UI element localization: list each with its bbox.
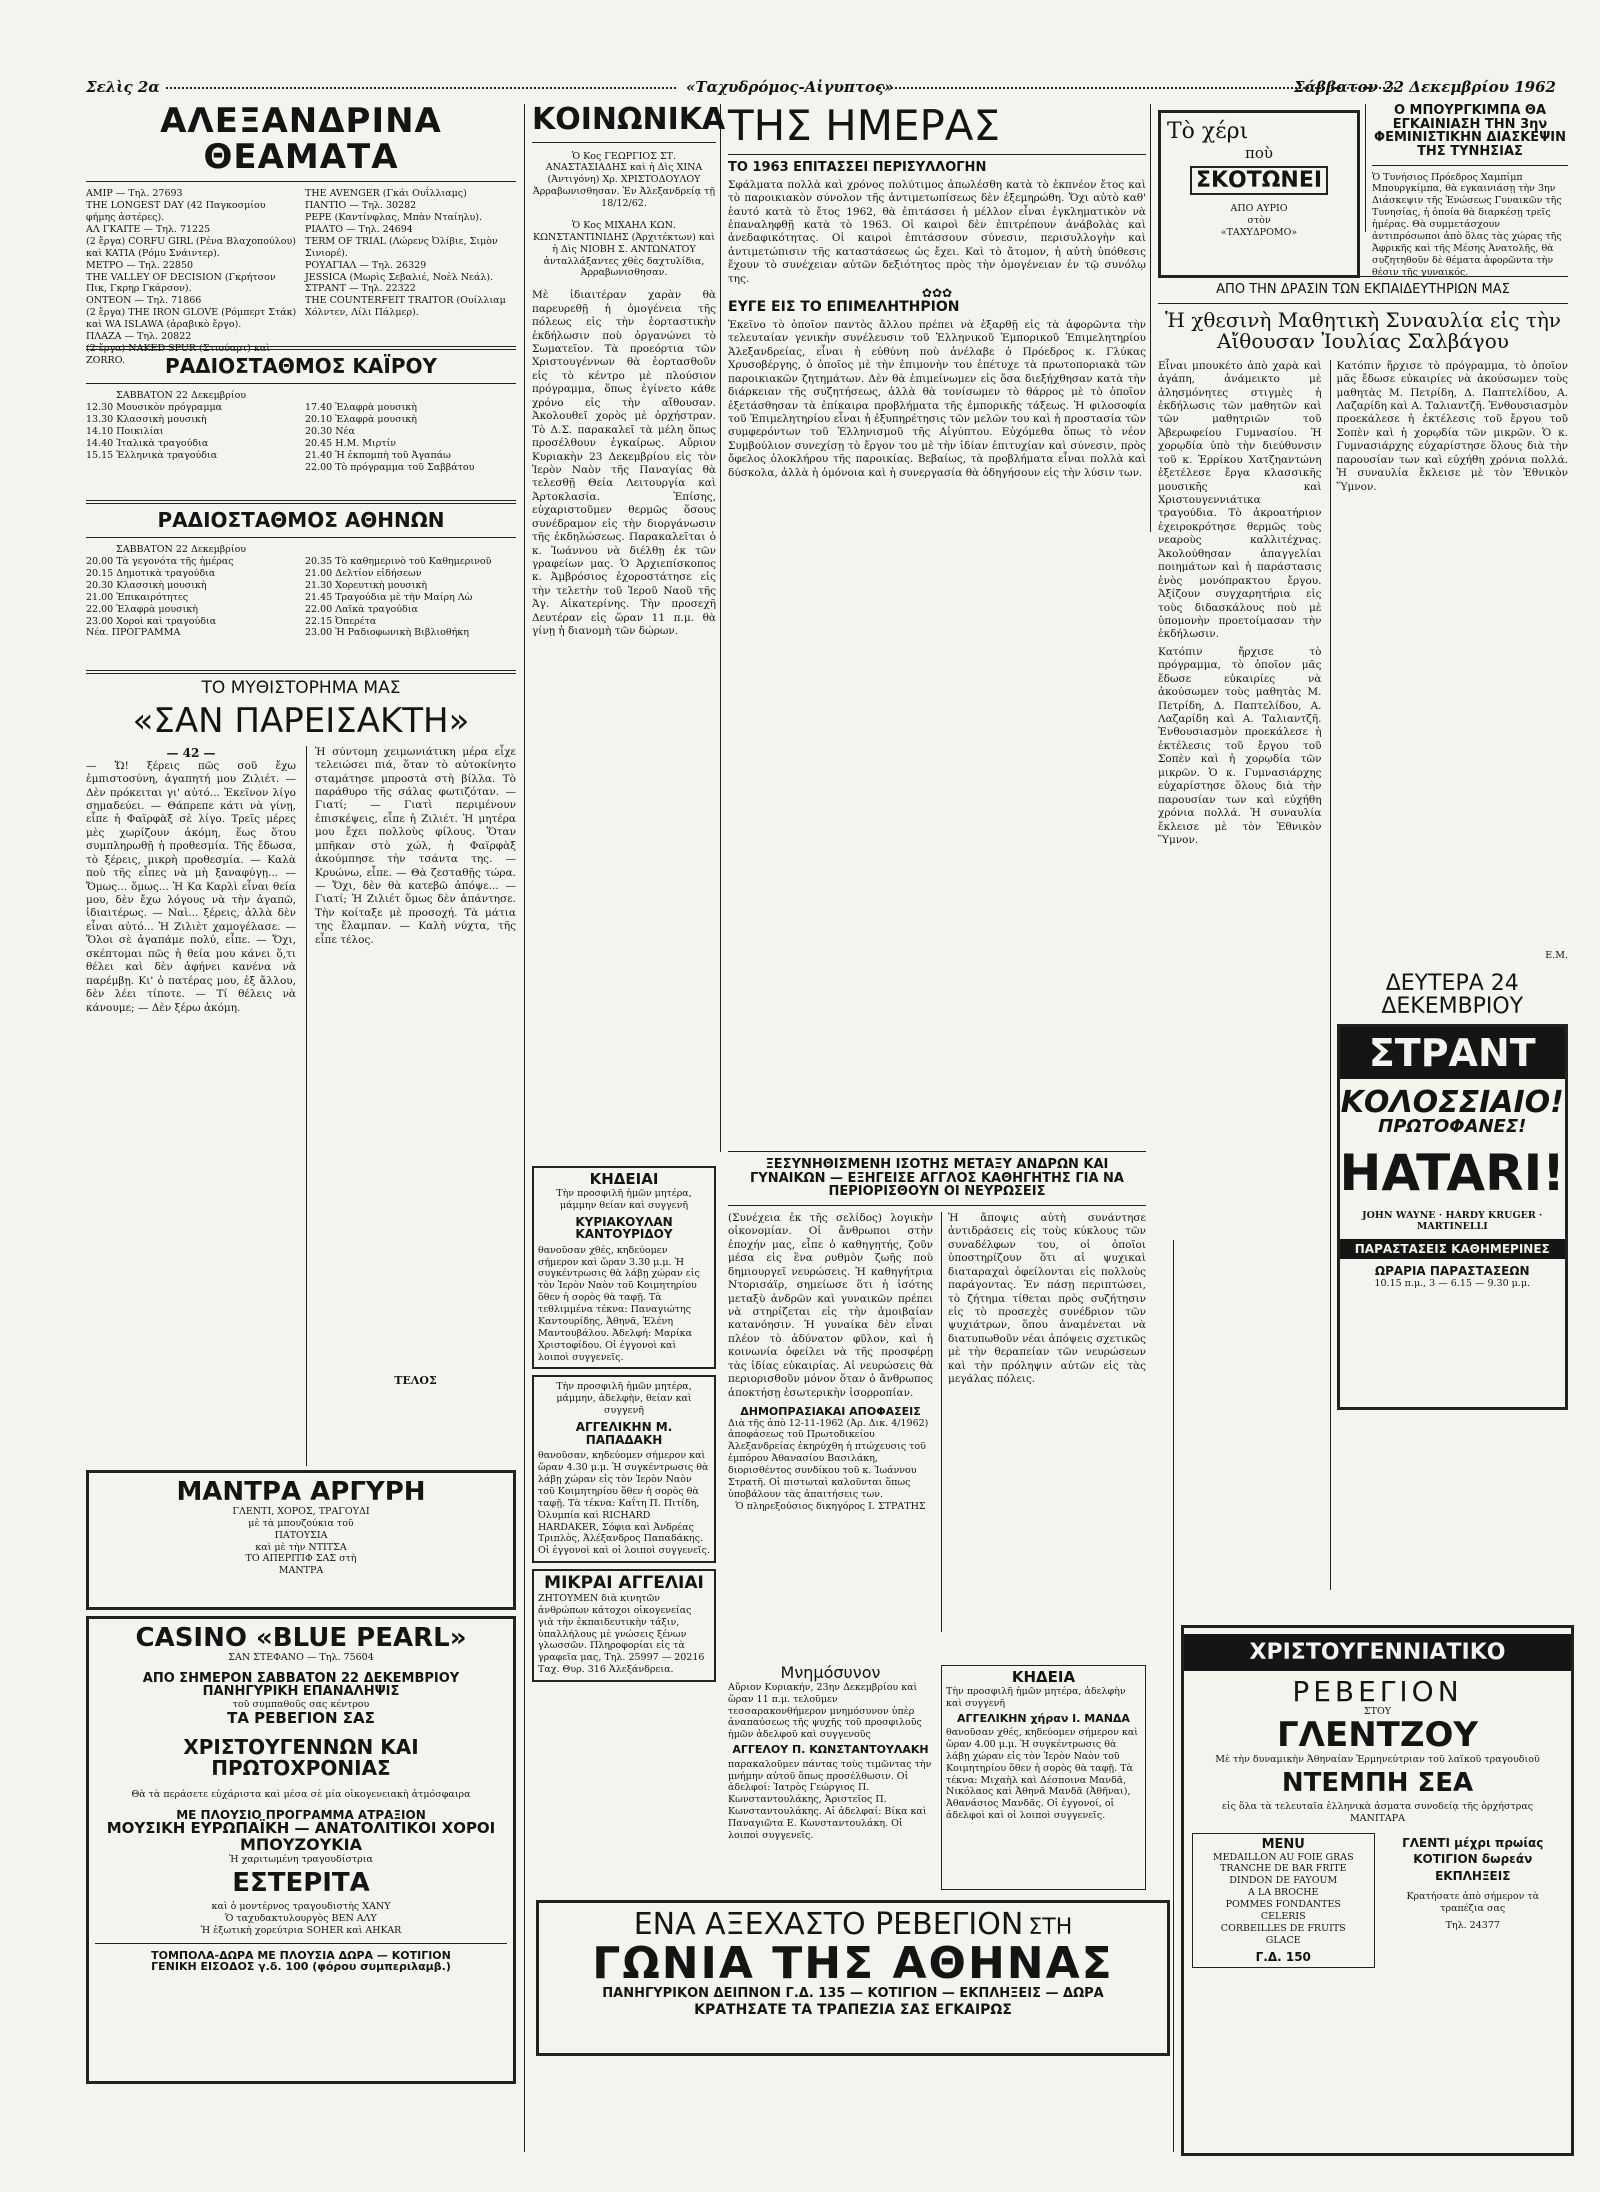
novel-kicker: ΤΟ ΜΥΘΙΣΤΟΡΗΜΑ ΜΑΣ bbox=[201, 678, 401, 699]
funeral-3-box bbox=[941, 1665, 1146, 1890]
glentzou-l3: ΣΤΟΥ bbox=[1363, 1706, 1392, 1718]
ad-mantra-lines bbox=[95, 1506, 507, 1577]
column-divider bbox=[720, 104, 721, 1152]
ad-gonia-l2: ΓΩΝΙΑ ΤΗΣ ΑΘΗΝΑΣ bbox=[592, 1937, 1114, 1989]
schools-sign: Ε.Μ. bbox=[1545, 949, 1568, 961]
theatre-entry: JESSICA (Μωρὶς Σεβαλιέ, Νοὲλ Νεάλ). bbox=[305, 271, 494, 283]
ad-casino-l2: ΠΑΝΗΓΥΡΙΚΗ ΕΠΑΝΑΛΗΨΙΣ bbox=[202, 1684, 400, 1700]
memorial-and-funeral bbox=[728, 1665, 1146, 1892]
promo-l1: Τὸ χέρι bbox=[1167, 119, 1249, 144]
promo-column bbox=[1158, 104, 1360, 238]
funeral-1-intro: Τὴν προσφιλῆ ἡμῶν μητέρα, μάμμην θείαν καὶ συγγενῆ bbox=[556, 1187, 692, 1211]
ad-casino-l5: ΧΡΙΣΤΟΥΓΕΝΝΩΝ ΚΑΙ ΠΡΩΤΟΧΡΟΝΙΑΣ bbox=[183, 1734, 419, 1780]
ad-casino-l14: Ἡ ἐξωτικὴ χορεύτρια SOHER καὶ AHKAR bbox=[200, 1924, 402, 1936]
radio-athens-right bbox=[305, 556, 516, 664]
equality-columns bbox=[728, 1212, 1146, 1632]
radio-program-item: 21.30 Χορευτικὴ μουσικὴ bbox=[305, 579, 428, 591]
memorial-title: Μνημόσυνον bbox=[780, 1663, 881, 1682]
ad-gonia-l1: ΕΝΑ ΑΞΕΧΑΣΤΟ ΡΕΒΕΓΙΟΝ bbox=[633, 1907, 1024, 1942]
ad-gonia-l4: ΚΡΑΤΗΣΑΤΕ ΤΑ ΤΡΑΠΕΖΙΑ ΣΑΣ ΕΓΚΑΙΡΩΣ bbox=[694, 2002, 1012, 2019]
novel-end: ΤΕΛΟΣ bbox=[394, 1373, 437, 1387]
today-text-2: Ἐκεῖνο τὸ ὁποῖον παντὸς ἄλλου πρέπει νὰ ἐξαρθῇ εἰς τὰ ἀφορῶντα τὴν τελευταίαν γενικὴν συνέλευσιν τοῦ Ἑλληνικοῦ Ἐμπορικοῦ Ἐπιμελητηρίου Ἀλεξανδρείας, εἶναι ἡ εὐθύνη ποὺ ἀνέλαβε ὁ Πρόεδρος κ. Γλύκας Χρυσοβέργης, ὁ ὁποῖος μὲ τὴν ἐπιμονὴν του ἐπέτυχε τὰ πρωτοποριακὰ τῶν παροικιακῶν ζητημάτων. Δὲν θὰ ἐπιμείνωμεν εἰς ὅσα διεξήχθησαν κατὰ τὴν διάρκειαν τῆς συζητήσεως, ἀλλὰ θὰ τονίσωμεν τὸ θάρρος μὲ τὸ ὁποῖον ἐξετάσθησαν τὰ ἐπίκαιρα προβλήματα τῆς ἐμπορικῆς τάξεως. Ἡ φιλοσοφία τοῦ Ἐπιμελητηρίου εἶναι ἡ ἐξυπηρέτησις τῶν μελῶν του καὶ ἡ προστασία τῶν συμφερόντων τοῦ Ἑλληνισμοῦ τῆς Αἰγύπτου. Εὐχόμεθα ὅπως τὸ νέον Συμβούλιον συνεχίσῃ τὸ ἔργον του μὲ τὴν ἰδίαν ἐπιτυχίαν καὶ σύνεσιν, πρὸς ὄφελος ὁλοκλήρου τῆς παροικίας. Βεβαίως, τὰ προβλήματα εἶναι πολλὰ καὶ δύσκολα, ἀλλὰ ἡ ὁμόνοια καὶ ἡ συνεργασία θὰ ὁδηγήσουν εἰς τὴν λύσιν των. bbox=[728, 318, 1146, 479]
column-left bbox=[86, 101, 516, 2152]
strand-l1: ΚΟΛΟΣΣΙΑΙΟ! bbox=[1340, 1084, 1564, 1120]
theatre-entry: ΣΤΡΑΝΤ — Τηλ. 22322 bbox=[305, 283, 416, 295]
ad-gonia-l1b: ΣΤΗ bbox=[1028, 1915, 1073, 1940]
funeral-2-intro: Τὴν προσφιλῆ ἡμῶν μητέρα, μάμμην, ἀδελφὴν, θείαν καὶ συγγενῆ bbox=[556, 1381, 692, 1417]
ad-glentzou bbox=[1181, 1625, 1574, 2156]
column-divider bbox=[1150, 104, 1151, 532]
theatre-entry: ΡΙΑΛΤΟ — Τηλ. 24694 bbox=[305, 224, 413, 235]
strand-l6: ΩΡΑΡΙΑ ΠΑΡΑΣΤΑΣΕΩΝ bbox=[1374, 1264, 1530, 1279]
theatre-entry: ΡΟΥΑΓΙΑΛ — Τηλ. 26329 bbox=[305, 259, 427, 271]
menu-item: DINDON DE FAYOUM bbox=[1229, 1875, 1338, 1887]
theatres-listing bbox=[86, 188, 516, 366]
sales-text: Διὰ τῆς ἀπὸ 12-11-1962 (Ἀρ. Δικ. 4/1962) ἀποφάσεως τοῦ Πρωτοδικείου Ἀλεξανδρείας ἐκηρύχθη ἡ πτώχευσις τοῦ ἐμπόρου Ἀθανασίου Βασιλάκη, διορισθέντος συνδίκου τοῦ κ. Ἰωάννου Στρατῆ. Οἱ πιστωταὶ καλοῦνται ὅπως ὑποβάλουν τὰς ἀπαιτήσεις των. bbox=[728, 1417, 929, 1500]
radio-program-item: 20.10 Ἐλαφρὰ μουσικὴ bbox=[305, 414, 417, 426]
radio-program-item: 22.00 Λαϊκὰ τραγούδια bbox=[305, 603, 418, 615]
funeral-3-title: ΚΗΔΕΙΑ bbox=[1011, 1668, 1076, 1686]
sales-sign: Ὁ πληρεξούσιος δικηγόρος Ι. ΣΤΡΑΤΗΣ bbox=[735, 1500, 926, 1512]
social-title: ΚΟΙΝΩΝΙΚΑ bbox=[532, 102, 726, 137]
radio-program-item: Νέα. ΠΡΟΓΡΑΜΜΑ bbox=[86, 627, 181, 639]
radio-program-item: 23.00 Ἡ Ραδιοφωνικὴ Βιβλιοθήκη bbox=[305, 627, 469, 639]
social-body: Μὲ ἰδιαιτέραν χαρὰν θὰ παρευρεθῇ ἡ ὀμογένεια τῆς πόλεως εἰς τὴν ἑορταστικὴν ἐκδήλωσιν ποὺ ὀργανώνει τὸ Σωματεῖον. Τὰ προεόρτια τῶν Χριστουγέννων θὰ ἑορτασθοῦν εἰς τὸ κέντρο μὲ πλούσιον πρόγραμμα, ὅπως ἐγίνετο κάθε χρόνο εἰς τὴν αἴθουσαν. Ἀκολουθεῖ χορὸς μὲ ὀρχήστραν. Τὸ Δ.Σ. παρακαλεῖ τὰ μέλη ὅπως προσέλθουν ἐγκαίρως. Αὔριον Κυριακὴν 23 Δεκεμβρίου εἰς τὸν Ἱερὸν Ναὸν τῆς Παναγίας θὰ τελεσθῇ Θεία Λειτουργία καὶ Ἀρτοκλασία. Ἐπίσης, εὐχαριστοῦμεν θερμῶς ὅσους συνέδραμον εἰς τὴν διοργάνωσιν τῆς ἐκδηλώσεως. Παρακαλεῖται ὁ κ. Ἰωάννου νὰ διέλθῃ ἐκ τῶν γραφείων μας. Ὁ Ἀρχιεπίσκοπος κ. Ἀμβρόσιος ἐχοροστάτησε εἰς τὴν τελετὴν τοῦ Ἱεροῦ Ναοῦ τῆς Ἀγ. Αἰκατερίνης. Τὴν προσεχῆ Δευτέραν εἰς ὥραν 11 π.μ. θὰ γίνῃ ἡ διανομὴ τῶν δώρων. bbox=[532, 289, 716, 638]
radio-cairo-left bbox=[86, 402, 297, 494]
radio-program-item: 23.00 Χοροὶ καὶ τραγούδια bbox=[86, 615, 217, 627]
radio-athens-date: ΣΑΒΒΑΤΟΝ 22 Δεκεμβρίου bbox=[116, 544, 247, 556]
theatre-entry: PEPE (Καντίνφλας, Μπὰν Νταίηλυ). bbox=[305, 212, 482, 224]
theatres-list-left bbox=[86, 188, 297, 366]
radio-program-item: 21.00 Ἐπικαιρότητες bbox=[86, 591, 189, 603]
ad-gonia-l3: ΠΑΝΗΓΥΡΙΚΟΝ ΔΕΙΠΝΟΝ Γ.Δ. 135 — ΚΟΤΙΓΙΟΝ — ΕΚΠΛΗΞΕΙΣ — ΔΩΡΑ bbox=[602, 1985, 1104, 2001]
radio-cairo-right bbox=[305, 402, 516, 494]
ad-casino-f1: ΤΟΜΠΟΛΑ-ΔΩΡΑ ΜΕ ΠΛΟΥΣΙΑ ΔΩΡΑ — ΚΟΤΙΓΙΟΝ bbox=[151, 1948, 451, 1962]
radio-program-item: 20.15 Δημοτικὰ τραγούδια bbox=[86, 568, 216, 579]
radio-athens-title: ΡΑΔΙΟΣΤΑΘΜΟΣ ΑΘΗΝΩΝ bbox=[157, 508, 445, 533]
radio-athens-schedule bbox=[86, 556, 516, 664]
radio-program-item: 22.15 Ὀπερέτα bbox=[305, 615, 377, 627]
ad-strand bbox=[1337, 1024, 1569, 1410]
glentzou-menu bbox=[1192, 1833, 1375, 1968]
radio-program-item: 20.45 Η.Μ. Μιρτίν bbox=[305, 437, 397, 449]
strand-l5: ΠΑΡΑΣΤΑΣΕΙΣ ΚΑΘΗΜΕΡΙΝΕΣ bbox=[1340, 1239, 1566, 1259]
funeral-2-name: ΑΓΓΕΛΙΚΗΝ Μ. ΠΑΠΑΔΑΚΗ bbox=[575, 1420, 673, 1447]
glentzou-l2: ΡΕΒΕΓΙΟΝ bbox=[1292, 1675, 1463, 1708]
today-text-3: (Συνέχεια ἐκ τῆς σελίδος) λογικὴν οἰκονομίαν. Οἱ ἄνθρωποι στὴν ἐποχήν μας, εἶπε ὁ καθηγητής, ζοῦν μέσα εἰς ἓνα ρυθμὸν ζωῆς ποὺ δημιουργεῖ νευρώσεις. Ἡ καθηγήτρια Ντορισάϊρ, σημείωσε ὅτι ἡ ἰσότης μεταξὺ ἀνδρῶν καὶ γυναικῶν πρέπει νὰ στηρίζεται εἰς τὴν ἀμοιβαίαν κατανόησιν. Ἡ γυναίκα δὲν εἶναι πλέον τὸ ἀδύνατον φῦλον, καὶ ἡ κοινωνία ὀφείλει νὰ τῆς προσφέρῃ τὰς ἰδίας εὐκαιρίας. Αἱ νευρώσεις θὰ περιορισθοῦν μόνον ὅταν ὁ ἄνθρωπος ἀποκτήσῃ ἐσωτερικὴν ἰσορροπίαν. bbox=[728, 1211, 933, 1399]
funeral-2-box bbox=[532, 1375, 716, 1563]
running-header bbox=[86, 78, 1556, 100]
menu-item: CELERIS bbox=[1260, 1910, 1306, 1922]
strand-l2: ΠΡΩΤΟΦΑΝΕΣ! bbox=[1378, 1116, 1527, 1138]
glentzou-r2: ΚΟΤΙΓΙΟΝ δωρεάν bbox=[1413, 1852, 1533, 1867]
theatre-entry: ΠΑΝΤΙΟ — Τηλ. 30282 bbox=[305, 200, 417, 212]
ad-casino-l9: ΜΠΟΥΖΟΥΚΙΑ bbox=[239, 1834, 363, 1854]
theatre-entry: THE LONGEST DAY (42 Παγκοσμίου φήμης ἀστέρες). bbox=[86, 200, 266, 224]
menu-item: A LA BROCHE bbox=[1248, 1887, 1319, 1899]
ad-mantra-title: ΜΑΝΤΡΑ ΑΡΓΥΡΗ bbox=[176, 1476, 426, 1507]
glentzou-l7: εἰς ὅλα τὰ τελευταῖα ἑλληνικὰ ἀσματα συνοδείᾳ τῆς ὀρχήστρας ΜΑΝΙΤΑΡΑ bbox=[1221, 1801, 1534, 1824]
glentzou-r5: Τηλ. 24377 bbox=[1445, 1920, 1500, 1932]
classifieds-text: ΖΗΤΟΥΜΕΝ διὰ κινητῶν ἀνθρώπων κάτοχοι οἰκογενείας γιὰ τὴν ἐκπαιδευτικὴν τάξιν, ὑπαλλήλους μὲ γνώσεις ξένων γλωσσῶν. Πληροφορίαι εἰς τὰ γραφεῖα μας, Τηλ. 25997 — 20216 Ταχ. Θυρ. 316 Ἀλεξάνδρεια. bbox=[538, 1592, 705, 1676]
radio-program-item: 22.00 Τὸ πρόγραμμα τοῦ Σαββάτου bbox=[305, 461, 475, 473]
ad-casino-l6: Θὰ τὰ περάσετε εὐχάριστα καὶ μέσα σὲ μία οἰκογενειακὴ ἀτμόσφαιρα bbox=[131, 1788, 471, 1800]
glentzou-l5: Μὲ τὴν δυναμικὴν Ἀθηναίαν Ἑρμηνεύτριαν τοῦ λαϊκοῦ τραγουδιοῦ bbox=[1215, 1753, 1540, 1765]
glentzou-menu-title: MENU bbox=[1261, 1836, 1305, 1852]
theatre-entry: (2 ἔργα) CORFU GIRL (Ρένα Βλαχοπούλου) καὶ KATIA (Ρόμυ Σνάιντερ). bbox=[86, 235, 297, 259]
issue-date: Σάββατον 22 Δεκεμβρίου 1962 bbox=[1293, 78, 1556, 96]
theatre-entry: ΜΕΤΡΟ — Τηλ. 22850 bbox=[86, 259, 194, 271]
ad-mantra-line: καὶ μὲ τὴν ΝΤΙΤΣΑ bbox=[255, 1541, 347, 1553]
social-engagement-1: Ὁ Κος ΓΕΩΡΓΙΟΣ ΣΤ. ΑΝΑΣΤΑΣΙΑΔΗΣ καὶ ἡ Δὶς ΧΙΝΑ (Ἀντιγόνη) Χρ. ΧΡΙΣΤΟΔΟΥΛΟΥ Ἀρραβωνισθησαν. Ἐν Ἀλεξανδρείᾳ τῇ 18/12/62. bbox=[532, 150, 716, 209]
theatre-entry: ΑΜΙΡ — Τηλ. 27693 bbox=[86, 188, 183, 200]
radio-program-item: 20.30 Νέα bbox=[305, 426, 355, 437]
glentzou-l1: ΧΡΙΣΤΟΥΓΕΝΝΙΑΤΙΚΟ bbox=[1184, 1634, 1571, 1671]
radio-program-item: 17.40 Ἐλαφρὰ μουσικὴ bbox=[305, 402, 417, 414]
radio-athens-left bbox=[86, 556, 297, 664]
strand-l7: 10.15 π.μ., 3 — 6.15 — 9.30 μ.μ. bbox=[1374, 1277, 1531, 1289]
schools-kicker: ΑΠΟ ΤΗΝ ΔΡΑΣΙΝ ΤΩΝ ΕΚΠΑΙΔΕΥΤΗΡΙΩΝ ΜΑΣ bbox=[1216, 282, 1510, 297]
funerals-box bbox=[532, 1166, 716, 1369]
promo-l6: «ΤΑΧΥΔΡΟΜΟ» bbox=[1220, 226, 1298, 238]
ad-casino-l11: ΕΣΤΕΡΙΤΑ bbox=[232, 1867, 370, 1898]
ad-mantra bbox=[86, 1470, 516, 1610]
ad-casino-l4: ΤΑ ΡΕΒΕΓΙΟΝ ΣΑΣ bbox=[227, 1708, 375, 1727]
glentzou-l6: ΝΤΕΜΠΗ ΣΕΑ bbox=[1281, 1767, 1474, 1798]
radio-program-item: 20.00 Τὰ γεγονότα τῆς ἡμέρας bbox=[86, 556, 234, 568]
theatres-title: ΑΛΕΞΑΝΔΡΙΝΑ ΘΕΑΜΑΤΑ bbox=[160, 101, 442, 177]
radio-program-item: 20.35 Τὸ καθημερινὸ τοῦ Καθημερινοῦ bbox=[305, 556, 492, 568]
radio-program-item: 20.30 Κλασσικὴ μουσικὴ bbox=[86, 579, 207, 591]
novel-title: «ΣΑΝ ΠΑΡΕΙΣΑΚΤΗ» bbox=[132, 700, 470, 741]
funeral-2-text: θανοῦσαν, κηδεύομεν σήμερον καὶ ὥραν 4.30 μ.μ. Ἡ συγκέντρωσις θὰ λάβῃ χώραν εἰς τὸν Ἱερὸν Ναὸν τοῦ Κοιμητηρίου ὅθεν ἡ σορὸς θὰ ταφῇ. Τὰ τέκνα: Καΐτη Π. Πιτίδη, Ὀλυμπία καὶ RICHARD HARDAKER, Σόφια καὶ Ἀνδρέας Τριπλὸς, Ἀλέξανδρος Παπαδάκης. Οἱ ἐγγονοὶ καὶ οἱ λοιποὶ συγγενεῖς. bbox=[538, 1450, 710, 1557]
schools-text-2: Κατόπιν ἤρχισε τὸ πρόγραμμα, τὸ ὁποῖον μᾶς ἔδωσε εὐκαιρίες νὰ ἀκούσωμεν τοὺς μαθητὰς Μ. Πετρίδη, Δ. Παπτελίδου, Α. Λαζαρίδη καὶ Α. Ταλιαντζῆ. Ἐνθουσιασμὸν προεκάλεσε ἡ ἐκτέλεσις τοῦ ἔργου τοῦ Σοπὲν καὶ ἡ χορῳδία τῶν μικρῶν. Ὁ κ. Γυμνασιάρχης εὐχαρίστησε ὅλους διὰ τὴν παρουσίαν των καὶ εὐχήθη χρόνια πολλά. Ἡ συναυλία ἔκλεισε μὲ τὸν Ἐθνικὸν Ὕμνον. bbox=[1158, 645, 1322, 846]
ad-mantra-line: ΓΛΕΝΤΙ, ΧΟΡΟΣ, ΤΡΑΓΟΥΔΙ bbox=[232, 1505, 370, 1517]
ad-casino-l7: ΜΕ ΠΛΟΥΣΙΟ ΠΡΟΓΡΑΜΜΑ ΑΤΡΑΞΙΟΝ bbox=[176, 1807, 426, 1822]
theatres-list-right bbox=[305, 188, 516, 366]
radio-program-item: 12.30 Μουσικὸν πρόγραμμα bbox=[86, 402, 223, 414]
column-divider bbox=[1365, 104, 1366, 232]
ad-casino-f2: ΓΕΝΙΚΗ ΕΙΣΟΔΟΣ γ.δ. 100 (φόρου συμπεριλαμβ.) bbox=[151, 1960, 451, 1974]
offers-section bbox=[1158, 1330, 1360, 1332]
sales-title: ΔΗΜΟΠΡΑΣΙΑΚΑΙ ΑΠΟΦΑΣΕΙΣ bbox=[740, 1405, 921, 1419]
ad-mantra-line: ΜΑΝΤΡΑ bbox=[278, 1565, 324, 1577]
radio-program-item: 21.40 Ἡ ἐκπομπὴ τοῦ Ἀγαπάω bbox=[305, 449, 451, 461]
radio-program-item: 22.00 Ἐλαφρὰ μουσικὴ bbox=[86, 603, 198, 615]
funeral-3-intro: Τὴν προσφιλῆ ἡμῶν μητέρα, ἀδελφὴν καὶ συγγενῆ bbox=[946, 1685, 1126, 1709]
strand-l3: HATARI! bbox=[1339, 1144, 1565, 1203]
today-kicker: ΤΟ 1963 ΕΠΙΤΑΣΣΕΙ ΠΕΡΙΣΥΛΛΟΓΗΝ bbox=[728, 160, 987, 176]
tunisia-title: Ο ΜΠΟΥΡΓΚΙΜΠΑ ΘΑ ΕΓΚΑΙΝΙΑΣΗ ΤΗΝ 3ην ΦΕΜΙΝΙΣΤΙΚΗΝ ΔΙΑΣΚΕΨΙΝ ΤΗΣ ΤΥΝΗΣΙΑΣ bbox=[1374, 103, 1566, 159]
today-text-1: Σφάλματα πολλὰ καὶ χρόνος πολύτιμος ἀπωλέσθη κατὰ τὸ ἐκπνέον ἔτος καὶ τὸ παροικιακὸν σύνολον τῆς ἀντιμετωπίσεως δὲν ἐξεμηρώθη. Ὄχι αὐτὸ καθ' ἑαυτό κατὰ τὸ ἔτος 1962, θὰ ἐπιτάσσει ἡ μέλλον εἶναι ἐγκληματικὸν νὰ ἐπαναληφθῇ κατὰ τὸ 1963. Οἱ καιροὶ δὲν ἐπιτρέπουν ἀνάβολὰς καὶ ἀνεδαφικότητας. Οἱ καιροὶ ἐπιτάσσουν σύνεσιν, περισυλλογὴν καὶ ἀντιμετώπισιν τῆς καταστάσεως ὡς ἔχει. Καὶ τὸ ἄτομον, ἡ αὐτὴ ὑπόθεσις ἔχουν τὸ συνέχειαν αὐτῶν δεξιότητος πρὸς τὴν ὁμογένειαν ἐν τῷ συνόλῳ της. bbox=[728, 178, 1146, 285]
schools-section bbox=[1158, 270, 1568, 1632]
strand-l4: JOHN WAYNE · HARDY KRUGER · MARTINELLI bbox=[1362, 1209, 1543, 1233]
funerals-title: ΚΗΔΕΙΑΙ bbox=[589, 1170, 659, 1188]
menu-item: POMMES FONDANTES bbox=[1225, 1899, 1341, 1911]
funeral-3-text: θανοῦσαν χθές, κηδεύομεν σήμερον καὶ ὥραν 4.00 μ.μ. Ἡ συγκέντρωσις θὰ λάβῃ χώραν εἰς τὸν Ἱερὸν Ναὸν τοῦ Κοιμητηρίου ὅθεν ἡ σορὸς θὰ ταφῇ. Τὰ τέκνα: Μιχαὴλ καὶ Δέσποινα Μανδᾶ, Νικόλαος καὶ Ἀθηνᾶ Μανδᾶ (Ἀθῆναι), Ἀθανάσιος Μανδᾶς. Οἱ ἐγγονοί, οἱ ἀδελφοὶ καὶ οἱ λοιποὶ συγγενεῖς. bbox=[946, 1727, 1138, 1822]
menu-item: GLACE bbox=[1265, 1934, 1301, 1946]
today-heading-2: ΕΥΓΕ ΕΙΣ ΤΟ ΕΠΙΜΕΛΗΤΗΡΙΟΝ bbox=[728, 299, 960, 316]
memorial-text: Αὔριον Κυριακήν, 23ην Δεκεμβρίου καὶ ὥραν 11 π.μ. τελοῦμεν τεσσαρακονθήμερον μνημόσυνον ὑπὲρ ἀναπαύσεως τῆς ψυχῆς τοῦ προσφιλοῦς ἡμῶν ἀδελφοῦ καὶ συγγενοῦς bbox=[728, 1681, 922, 1741]
radio-program-item: 21.45 Τραγούδια μὲ τὴν Μαίρη Λὼ bbox=[305, 591, 473, 603]
schools-text-cont: Κατόπιν ἤρχισε τὸ πρόγραμμα, τὸ ὁποῖον μᾶς ἔδωσε εὐκαιρίες νὰ ἀκούσωμεν τοὺς μαθητὰς Μ. Πετρίδη, Δ. Παπτελίδου, Α. Λαζαρίδη καὶ Α. Ταλιαντζῆ. Ἐνθουσιασμὸν προεκάλεσε ἡ ἐκτέλεσις τοῦ ἔργου τοῦ Σοπὲν καὶ ἡ χορῳδία τῶν μικρῶν. Ὁ κ. Γυμνασιάρχης εὐχαρίστησε ὅλους διὰ τὴν παρουσίαν των καὶ εὐχήθη χρόνια πολλά. Ἡ συναυλία ἔκλεισε μὲ τὸν Ἐθνικὸν Ὕμνον. bbox=[1336, 359, 1568, 493]
memorial-name: ΑΓΓΕΛΟΥ Π. ΚΩΝΣΤΑΝΤΟΥΛΑΚΗ bbox=[732, 1743, 929, 1757]
promo-box bbox=[1158, 110, 1360, 278]
column-social bbox=[532, 102, 726, 1152]
theatre-entry: (2 ἔργα) THE IRON GLOVE (Ρόμπερτ Στάκ) καὶ WA ISLAWA (ἀραβικὸ ἔργο). bbox=[86, 307, 297, 330]
novel-body bbox=[86, 746, 516, 1466]
radio-program-item: 14.10 Ποικιλίαι bbox=[86, 426, 164, 437]
funeral-1-text: θανοῦσαν χθές, κηδεύομεν σήμερον καὶ ὥραν 3.30 μ.μ. Ἡ συγκέντρωσις θὰ λάβῃ χώραν εἰς τὸν Ἱερὸν Ναὸν τοῦ Κοιμητηρίου ὅθεν ἡ σορὸς θὰ ταφῇ. Τὰ τεθλιμμένα τέκνα: Παναγιώτης Καντουρίδης, Ἀθηνᾶ, Ἑλένη Μαντουβάλου. Ἀδελφή: Μαρίκα Χριστοφίδου. Οἱ ἐγγονοὶ καὶ λοιποὶ συγγενεῖς. bbox=[538, 1244, 700, 1363]
column-divider bbox=[524, 104, 525, 2152]
theatre-entry: THE AVENGER (Γκάι Ουΐλλιαμς) bbox=[305, 188, 467, 200]
theatre-entry: THE COUNTERFEIT TRAITOR (Ουίλλιαμ Χόλντεν, Λίλι Πάλμερ). bbox=[305, 295, 506, 319]
ad-gonia-athinas bbox=[536, 1900, 1170, 2056]
classifieds-box bbox=[532, 1569, 716, 1682]
novel-text-b: Ἡ σύντομη χειμωνιάτικη μέρα εἶχε τελειώσει πιά, ὅταν τὸ αὐτοκίνητο σταμάτησε μπροστὰ στὴ βίλλα. Τὸ παράθυρο τῆς σάλας φωτιζόταν. — Γιατί; — Γιατὶ περιμένουν ἐπισκέψεις, εἶπε ἡ Ζιλιέτ. Ἡ μητέρα μου ἔχει πολλοὺς φίλους. Ὅταν μπῆκαν στὸ χώλ, ἡ Φαϊρφὰξ ἀκούμπησε τὴν τσάντα της. — Κρυώνω, εἶπε. — Θὰ ζεσταθῇς τώρα. — Ὄχι, δὲν θὰ κατεβῶ ἀπόψε... — Γιατί; Ἡ Ζιλιέτ ὅμως δὲν ἀπάντησε. Τὴν κοίταξε μὲ προσοχή. Τὰ μάτια της ἔλαμπαν. — Καλὴ νύχτα, τῆς εἶπε τέλος. bbox=[315, 745, 516, 946]
glentzou-r3: ΕΚΠΛΗΞΕΙΣ bbox=[1435, 1869, 1511, 1884]
promo-l5: στὸν bbox=[1247, 214, 1271, 226]
theatre-entry: THE VALLEY OF DECISION (Γκρήτσον Πικ, Γκρηρ Γκάρσον). bbox=[86, 271, 276, 295]
strand-name: ΣΤΡΑΝΤ bbox=[1340, 1027, 1566, 1079]
promo-l4: ΑΠΟ ΑΥΡΙΟ bbox=[1230, 203, 1288, 215]
glentzou-r1: ΓΛΕΝΤΙ μέχρι πρωίας bbox=[1402, 1835, 1544, 1850]
ad-mantra-line: ΤΟ ΑΠΕΡΙΤΙΦ ΣΑΣ στὴ bbox=[245, 1553, 357, 1565]
radio-cairo-schedule bbox=[86, 402, 516, 494]
ad-casino-l10: Ἡ χαριτωμένη τραγουδίστρια bbox=[229, 1853, 373, 1865]
social-engagement-2: Ὁ Κος ΜΙΧΑΗΛ ΚΩΝ. ΚΩΝΣΤΑΝΤΙΝΙΔΗΣ (Ἀρχιτέκτων) καὶ ἡ Δὶς ΝΙΟΒΗ Σ. ΑΝΤΩΝΑΤΟΥ ἀνταλλάξαντες χθὲς δαχτυλίδια, Ἀρραβωνισθησαν. bbox=[533, 219, 715, 279]
today-title: ΤΗΣ ΗΜΕΡΑΣ bbox=[728, 101, 1001, 150]
novel-text-a: — Ὤ! ξέρεις πῶς σοῦ ἔχω ἐμπιστοσύνη, ἀγαπητή μου Ζιλιέτ. — Δὲν πρόκειται γι' αὐτό... Ἐκεῖνον λίγο σημαδεύει. — Θάπρεπε κάτι νὰ γίνῃ, εἶπε ἡ Φαϊρφὰξ σὲ λίγο. Τρεῖς μέρες μὲς χωρίζουν ἀκόμη, ἕως ὅτου συμπληρωθῇ ἡ προθεσμία. Τῆς ἔδωσα, τὸ ξέρεις, μικρὴ προθεσμία. — Καλὰ ποὺ τῆς εἶπες νὰ μὴ ξαναφύγῃ... — Ὄμως... ὅμως... Ἡ Κα Καρλὶ εἶναι θεία μου, δὲν ἔχω λόγους νὰ τὴν ἀγαπῶ, ἰδιαιτέρως. — Ναὶ... ξέρεις, ἀλλὰ δὲν εἶναι αὐτό... Ἡ Ζιλιὲτ χαμογέλασε. — Ὅλοι σὲ ἀγαπάμε πολύ, εἶπε. — Ὄχι, σκέπτομαι πῶς ἡ θεία μου κάνει ὅ,τι θέλει καὶ δὲν ἀφήνει κανένα νὰ παρέμβῃ. Κι' ὁ πατέρας μου, ἐξ ἄλλου, δὲν λέει τίποτε. — Τί θέλεις νὰ κάνουμε; — Δὲν ξέρω ἀκόμη. bbox=[86, 759, 296, 1014]
novel-episode: — 42 — bbox=[166, 745, 216, 760]
ad-casino-l8: ΜΟΥΣΙΚΗ ΕΥΡΩΠΑΪΚΗ — ΑΝΑΤΟΛΙΤΙΚΟΙ ΧΟΡΟΙ bbox=[106, 1819, 496, 1838]
paper-name: «Ταχυδρόμος-Αἰγυπτος» bbox=[686, 78, 894, 96]
glentzou-menu-list bbox=[1197, 1852, 1370, 1947]
radio-program-item: 21.00 Δελτίον εἰδήσεων bbox=[305, 568, 422, 579]
column-right-top bbox=[1372, 103, 1568, 278]
ad-casino bbox=[86, 1616, 516, 2084]
strand-kicker: ΔΕΥΤΕΡΑ 24 ΔΕΚΕΜΒΡΙΟΥ bbox=[1381, 970, 1524, 1019]
tunisia-text: Ὁ Τυνήσιος Πρόεδρος Χαμπίμπ Μπουργκίμπα, θὰ εγκαινιάσῃ τὴν 3ην Διάσκεψιν τῆς Ἑνώσεως Γυναικῶν τῆς Τυνησίας, ἡ ὁποία θὰ διαρκέσῃ τρεῖς ἡμέρας. Θὰ συμμετάσχουν ἀντιπρόσωποι ἀπὸ ὅλας τὰς χώρας τῆς Ἀφρικῆς καὶ τῆς Μέσης Ἀνατολῆς, θὰ συζητηθοῦν δὲ θέματα ἀφορῶντα τὴν θέσιν τῆς γυναικός. bbox=[1372, 171, 1562, 278]
column-today: ΤΗΣ ΗΜΕΡΑΣ ΤΟ 1963 ΕΠΙΤΑΣΣΕΙ ΠΕΡΙΣΥΛΛΟΓΗΝ Σφάλματα πολλὰ καὶ χρόνος πολύτιμος ἀπωλέσθη κατὰ τὸ ἐκπνέον ἔτος καὶ τὸ παροικιακὸν σύνολον τῆς ἀντιμετωπίσεως δὲν ἐξεμηρώθη. Ὄχι αὐτὸ καθ' ἑαυτό κατὰ τὸ ἔτος 1962, θὰ ἐπιτάσσει ἡ μέλλον εἶναι ἐγκληματικὸν νὰ ἐπαναληφθῇ κατὰ τὸ 1963. Οἱ καιροὶ δὲν ἐπιτρέπουν ἀνάβολὰς καὶ ἀνεδαφικότητας. Οἱ καιροὶ ἐπιτάσσουν σύνεσιν, περισυλλογὴν καὶ ἀντιμετώπισιν τῆς καταστάσεως ὡς ἔχει. Καὶ τὸ ἄτομον, ἡ αὐτὴ ὑπόθεσις ἔχουν τὸ συνέχειαν αὐτῶν δεξιότητος πρὸς τὴν ὁμογένειαν ἐν τῷ συνόλῳ της. ✿✿✿ ΕΥΓΕ ΕΙΣ ΤΟ ΕΠΙΜΕΛΗΤΗΡΙΟΝ Ἐκεῖνο τὸ ὁποῖον παντὸς ἄλλου πρέπει νὰ ἐξαρθῇ εἰς τὰ ἀφορῶντα τὴν τελευταίαν γενικὴν συνέλευσιν τοῦ Ἑλληνικοῦ Ἐμπορικοῦ Ἐπιμελητηρίου Ἀλεξανδρείας, εἶναι ἡ εὐθύνη ποὺ ἀνέλαβε ὁ Πρόεδρος κ. Γλύκας Χρυσοβέργης, ὁ ὁποῖος μὲ τὴν ἐπιμονὴν του ἐπέτυχε τὰ πρωτοποριακὰ τῶν παροικιακῶν ζητημάτων. Δὲν θὰ ἐπιμείνωμεν εἰς ὅσα διεξήχθησαν κατὰ τὴν διάρκειαν τῆς συζητήσεως, ἀλλὰ θὰ τονίσωμεν τὸ θάρρος μὲ τὸ ὁποῖον ἐξετάσθησαν τὰ ἐπίκαιρα προβλήματα τῆς ἐμπορικῆς τάξεως. Ἡ φιλοσοφία τοῦ Ἐπιμελητηρίου εἶναι ἡ ἐξυπηρέτησις τῶν μελῶν του καὶ ἡ προστασία τῶν συμφερόντων τοῦ Ἑλληνισμοῦ τῆς Αἰγύπτου. Εὐχόμεθα ὅπως τὸ νέον Συμβούλιον συνεχίσῃ τὸ ἔργον του μὲ τὴν ἰδίαν ἐπιτυχίαν καὶ σύνεσιν, πρὸς ὄφελος ὁλοκλήρου τῆς παροικίας. Βεβαίως, τὰ προβλήματα εἶναι πολλὰ καὶ δύσκολα, ἀλλὰ ἡ ὁμόνοια καὶ ἡ συνεργασία θὰ ὁδηγήσουν εἰς τὴν λύσιν των. bbox=[728, 101, 1146, 479]
ad-casino-sub: ΣΑΝ ΣΤΕΦΑΝΟ — Τηλ. 75604 bbox=[228, 1651, 374, 1663]
promo-l2: ποὺ bbox=[1244, 144, 1273, 162]
dotted-rule bbox=[166, 87, 676, 89]
radio-program-item: 14.40 Ἰταλικὰ τραγούδια bbox=[86, 437, 209, 449]
radio-program-item: 15.15 Ἑλληνικὰ τραγούδια bbox=[86, 449, 218, 461]
schools-text: Εἶναι μπουκέτο ἀπὸ χαρὰ καὶ ἀγάπη, ἀνάμεικτο μὲ ἀλησμόνητες στιγμὲς ἡ ἐκδήλωσις τῶν μαθητῶν καὶ τῶν μαθητριῶν τοῦ Ἀβερωφείου Γυμνασίου. Ἡ χορῳδία ὑπὸ τὴν διεύθυνσιν τοῦ κ. Ἑρρίκου Χατζηαντώνη ἐξετέλεσε ἔργα κλασσικῆς μουσικῆς καὶ Χριστουγεννιάτικα τραγούδια. Τὸ ἀκροατήριον ἐχειροκρότησε θερμῶς τοὺς νεαροὺς καλλιτέχνας. Ἀκολούθησαν ἀπαγγελίαι ποιημάτων καὶ ἡ παράστασις ἑνὸς μονόπρακτου ἔργου. Ἀξίζουν συγχαρητήρια εἰς τοὺς διδασκάλους ποὺ μὲ ὑπομονὴν προετοίμασαν τὴν ἐκδήλωσιν. bbox=[1158, 359, 1322, 641]
ad-casino-title: CASINO «BLUE PEARL» bbox=[135, 1622, 467, 1653]
ad-casino-l3: τοῦ συμπαθοῦς σας κέντρου bbox=[232, 1699, 370, 1711]
theatre-entry: TERM OF TRIAL (Λώρενς Ὀλίβιε, Σιμὸν Σινιορέ). bbox=[305, 235, 498, 259]
menu-item: MEDAILLON AU FOIE GRAS bbox=[1212, 1851, 1354, 1863]
ad-mantra-line: μὲ τὰ μπουζούκια τοῦ bbox=[248, 1517, 354, 1529]
funeral-3-name: ΑΓΓΕΛΙΚΗΝ χήραν Ι. ΜΑΝΔΑ bbox=[957, 1711, 1130, 1725]
ad-casino-l12: καὶ ὁ μοντέρνος τραγουδιστὴς ΧΑΝΥ bbox=[211, 1900, 391, 1912]
ad-casino-l13: Ὁ ταχυδακτυλουργὸς ΒΕΝ ΑΛΥ bbox=[225, 1912, 377, 1924]
ad-casino-l1: ΑΠΟ ΣΗΜΕΡΟΝ ΣΑΒΒΑΤΟΝ 22 ΔΕΚΕΜΒΡΙΟΥ bbox=[142, 1670, 460, 1686]
radio-program-item: 13.30 Κλασσικὴ μουσικὴ bbox=[86, 414, 207, 426]
page-number: Σελὶς 2α bbox=[86, 78, 160, 96]
classifieds-title: ΜΙΚΡΑΙ ΑΓΓΕΛΙΑΙ bbox=[544, 1573, 704, 1594]
glentzou-price: Γ.Δ. 150 bbox=[1255, 1949, 1311, 1964]
menu-item: TRANCHE DE BAR FRITE bbox=[1219, 1863, 1347, 1875]
theatre-entry: ΟΝΤΕΟΝ — Τηλ. 71866 bbox=[86, 295, 202, 307]
radio-cairo-date: ΣΑΒΒΑΤΟΝ 22 Δεκεμβρίου bbox=[116, 390, 247, 402]
radio-cairo-title: ΡΑΔΙΟΣΤΑΘΜΟΣ ΚΑΪΡΟΥ bbox=[165, 354, 437, 379]
today-text-3b: Ἡ ἄποψις αὐτὴ συνάντησε ἀντιδράσεις εἰς τοὺς κύκλους τῶν συναδέλφων του, οἱ ὁποῖοι ὑποστηρίζουν ὅτι αἱ ψυχικαὶ διαταραχαὶ ὀφείλονται εἰς πολλοὺς παράγοντας. Ἐν πάσῃ περιπτώσει, τὸ ζήτημα τίθεται πρὸς συζήτησιν εἰς τὸ προσεχὲς συνέδριον τῶν ψυχιάτρων, ὅπου ἀναμένεται νὰ διατυπωθοῦν νέαι ἀπόψεις σχετικῶς μὲ τὴν θεραπείαν τῶν νευρώσεων καὶ τὴν πρόληψιν αὐτῶν εἰς τὰς μεγάλας πόλεις. bbox=[948, 1211, 1146, 1386]
memorial-box bbox=[728, 1665, 933, 1890]
menu-item: CORBEILLES DE FRUITS bbox=[1220, 1922, 1346, 1934]
theatre-entry: ΠΛΑΖΑ — Τηλ. 20822 bbox=[86, 330, 192, 342]
today-article-equality bbox=[728, 1145, 1146, 1657]
theatre-entry: (2 ἔργα) NAKED SPUR (Στιούαρτ) καὶ ZORRO. bbox=[86, 342, 270, 366]
ad-mantra-line: ΠΑΤΟΥΣΙΑ bbox=[274, 1529, 328, 1541]
funeral-1-name: ΚΥΡΙΑΚΟΥΛΑΝ ΚΑΝΤΟΥΡΙΔΟΥ bbox=[575, 1214, 673, 1242]
glentzou-l4: ΓΛΕΝΤΖΟΥ bbox=[1276, 1715, 1479, 1756]
today-heading-3: ΞΕΣΥΝΗΘΙΣΜΕΝΗ ΙΣΟΤΗΣ ΜΕΤΑΞΥ ΑΝΔΡΩΝ ΚΑΙ ΓΥΝΑΙΚΩΝ — ΕΞΗΓΕΙΣΕ ΑΓΓΛΟΣ ΚΑΘΗΓΗΤΗΣ ΓΙΑ ΝΑ ΠΕΡΙΟΡΙΣΘΟΥΝ ΟΙ ΝΕΥΡΩΣΕΙΣ bbox=[750, 1157, 1124, 1200]
memorial-text-2: παρακαλοῦμεν πάντας τοὺς τιμῶντας τὴν μνήμην αὐτοῦ ὅπως προσέλθωσιν. Οἱ ἀδελφοί: Ἰατρὸς Γεώργιος Π. Κωνσταντουλάκης, Ἀριστεῖος Π. Κωνσταντουλάκης. Αἱ ἀδελφαί: Βίκα καὶ Παναγιῶτα Ε. Κωνσταντουλάκη. Οἱ λοιποὶ συγγενεῖς. bbox=[728, 1758, 932, 1841]
promo-l3: ΣΚΟΤΩΝΕΙ bbox=[1190, 166, 1328, 195]
schools-title: Ἡ χθεσινὴ Μαθητικὴ Συναυλία εἰς τὴν Αἴθουσαν Ἰουλίας Σαλβάγου bbox=[1165, 307, 1561, 353]
theatre-entry: ΑΛ ΓΚΑΙΤΕ — Τηλ. 71225 bbox=[86, 224, 211, 235]
glentzou-r4: Κρατήσατε ἀπὸ σήμερον τὰ τραπέζια σας bbox=[1406, 1890, 1540, 1914]
